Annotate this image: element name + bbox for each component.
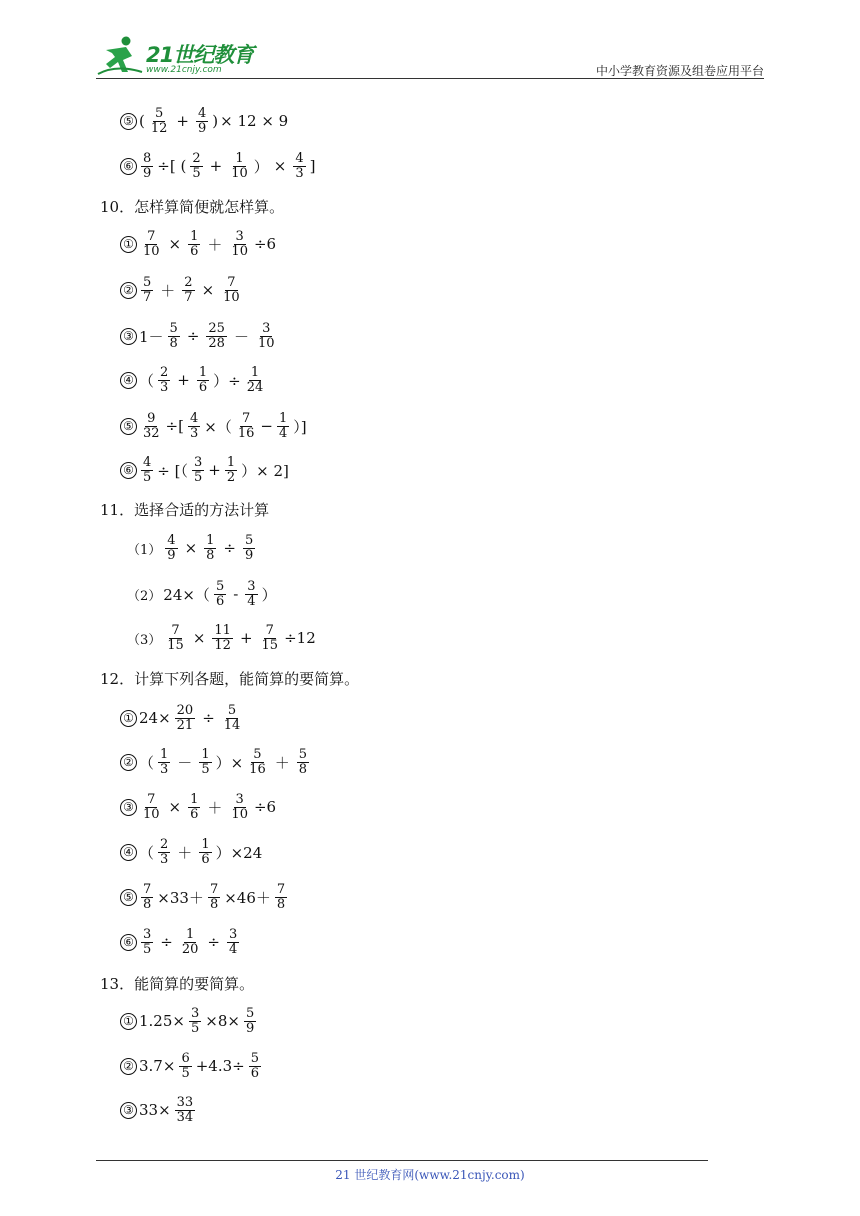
math-text: ）×24	[215, 843, 263, 862]
denominator: 3	[295, 165, 304, 181]
fraction	[243, 534, 255, 562]
numerator: 1	[250, 364, 260, 380]
math-text: ×	[168, 235, 182, 253]
numerator: 3	[262, 320, 271, 336]
math-text: ÷	[223, 539, 236, 557]
fraction	[236, 412, 257, 440]
math-text: 1.25×	[139, 1012, 185, 1030]
fraction	[204, 534, 216, 562]
math-text: ÷6	[253, 798, 277, 816]
numerator: 3	[190, 1005, 200, 1021]
math-text: (	[139, 112, 145, 130]
math-text: ×	[184, 539, 198, 557]
denominator: 21	[176, 717, 194, 733]
q10-item-2	[120, 270, 245, 310]
numerator: 7	[171, 622, 180, 638]
fraction	[189, 1007, 201, 1035]
q12-item-4	[120, 832, 263, 872]
math-text: ÷	[186, 327, 200, 345]
denominator: 15	[167, 637, 184, 653]
math-text: ＋	[207, 235, 223, 254]
denominator: 9	[245, 547, 254, 563]
denominator: 6	[201, 851, 210, 867]
numerator: 4	[197, 105, 207, 121]
fraction	[141, 883, 153, 911]
fraction	[208, 883, 220, 911]
math-text: ）×	[215, 753, 244, 772]
fraction	[277, 412, 289, 440]
math-text: 1－	[139, 327, 164, 346]
denominator: 16	[249, 761, 266, 777]
math-text: +	[177, 371, 190, 389]
numerator: 7	[147, 791, 156, 807]
fraction	[188, 230, 200, 258]
fraction	[141, 230, 162, 258]
logo-url: www.21cnjy.com	[146, 65, 222, 75]
fraction	[260, 624, 281, 652]
numerator: 1	[190, 228, 199, 244]
fraction	[214, 580, 226, 608]
denominator: 12	[214, 637, 231, 653]
fraction	[206, 322, 227, 350]
fraction	[275, 883, 287, 911]
math-text: ）÷	[213, 371, 241, 390]
math-text: ÷12	[284, 629, 316, 647]
fraction	[199, 748, 211, 776]
denominator: 3	[160, 379, 169, 395]
numerator: 8	[143, 150, 152, 166]
numerator: 7	[276, 881, 286, 897]
denominator: 6	[250, 1065, 259, 1081]
fraction	[229, 230, 250, 258]
denominator: 3	[160, 761, 169, 777]
fraction	[180, 928, 201, 956]
denominator: 10	[223, 289, 240, 305]
numerator: 1	[190, 791, 199, 807]
fraction	[196, 107, 208, 135]
denominator: 4	[278, 425, 288, 441]
math-text: +4.3÷	[195, 1057, 245, 1075]
q13-item-1	[120, 1001, 259, 1041]
q10-item-1	[120, 224, 277, 264]
denominator: 14	[223, 717, 241, 733]
denominator: 12	[150, 120, 168, 136]
math-text: ÷6	[253, 235, 277, 253]
denominator: 10	[143, 806, 160, 822]
math-text: 24×	[139, 709, 171, 727]
numerator: 1	[206, 532, 215, 548]
math-text: ×	[201, 281, 215, 299]
q11-title: 11．选择合适的方法计算	[100, 500, 270, 519]
denominator: 34	[176, 1109, 194, 1125]
fraction	[175, 1096, 196, 1124]
numerator: 5	[298, 746, 308, 762]
item-marker: ⑥	[120, 462, 137, 479]
math-text: （	[139, 753, 155, 772]
fraction	[245, 580, 257, 608]
math-text: ×8×	[205, 1012, 240, 1030]
fraction	[141, 456, 153, 484]
math-text: ×	[168, 798, 182, 816]
math-text: )	[212, 112, 219, 130]
math-text: （	[139, 371, 155, 390]
denominator: 6	[190, 806, 199, 822]
logo	[96, 34, 266, 78]
item-marker: ②	[120, 754, 137, 771]
q11-item-2	[126, 574, 278, 614]
numerator: 5	[245, 532, 254, 548]
item-marker: （1）	[127, 542, 162, 558]
fraction	[297, 748, 309, 776]
fraction	[256, 322, 277, 350]
logo-text: 21世纪教育	[146, 43, 254, 67]
denominator: 3	[160, 851, 169, 867]
math-text: +	[239, 629, 253, 647]
item-marker: ③	[120, 799, 137, 816]
math-text: －	[177, 753, 193, 772]
numerator: 2	[184, 274, 193, 290]
math-text: ）× 2]	[241, 461, 289, 480]
fraction	[199, 838, 211, 866]
math-text: ÷	[160, 933, 173, 951]
q10-item-4	[120, 360, 268, 400]
item-marker: ①	[120, 236, 137, 253]
denominator: 8	[276, 896, 286, 912]
fraction	[249, 1052, 261, 1080]
item-marker: ④	[120, 844, 137, 861]
item-marker: ⑤	[120, 113, 137, 130]
denominator: 15	[261, 637, 279, 653]
numerator: 4	[167, 532, 176, 548]
fraction	[293, 152, 305, 180]
fraction	[227, 928, 239, 956]
denominator: 32	[143, 425, 160, 441]
item-marker: ②	[120, 282, 137, 299]
q13-item-3	[120, 1090, 198, 1130]
denominator: 8	[298, 761, 308, 777]
numerator: 1	[201, 836, 210, 852]
fraction	[168, 322, 180, 350]
numerator: 2	[160, 364, 169, 380]
math-text: ＋	[177, 843, 193, 862]
q10-title: 10．怎样算简便就怎样算。	[100, 197, 285, 216]
denominator: 10	[231, 243, 248, 259]
fraction	[221, 276, 242, 304]
q10-item-3	[120, 316, 280, 356]
math-text: ×46＋	[224, 888, 271, 907]
math-text: ÷[ (	[157, 157, 187, 175]
math-text: +	[209, 157, 223, 175]
q12-item-5	[120, 877, 290, 917]
fraction	[190, 152, 202, 180]
denominator: 5	[193, 469, 203, 485]
item-marker: ⑤	[120, 418, 137, 435]
q13-title: 13．能简算的要简算。	[100, 974, 255, 993]
item-marker: ②	[120, 1058, 137, 1075]
fraction	[188, 793, 200, 821]
denominator: 4	[228, 941, 238, 957]
denominator: 6	[215, 593, 225, 609]
numerator: 2	[192, 150, 201, 166]
denominator: 8	[143, 896, 152, 912]
numerator: 3	[247, 578, 256, 594]
math-text: +	[176, 112, 189, 130]
math-text: ＋	[274, 753, 290, 772]
numerator: 5	[143, 274, 152, 290]
numerator: 1	[198, 364, 208, 380]
math-text: −	[260, 417, 273, 435]
denominator: 4	[247, 593, 256, 609]
numerator: 5	[253, 746, 262, 762]
numerator: 3	[228, 926, 238, 942]
numerator: 1	[278, 410, 288, 426]
numerator: 4	[143, 454, 152, 470]
denominator: 24	[246, 379, 264, 395]
footer-divider	[96, 1160, 708, 1161]
numerator: 5	[215, 578, 225, 594]
math-text: ＋	[160, 281, 176, 300]
q9-item-6	[120, 146, 316, 186]
fraction	[212, 624, 233, 652]
numerator: 7	[227, 274, 236, 290]
fraction	[158, 748, 170, 776]
math-text: ]	[309, 157, 316, 175]
numerator: 3	[193, 454, 203, 470]
math-text: （	[139, 843, 155, 862]
q10-item-5	[120, 406, 308, 446]
denominator: 6	[190, 243, 199, 259]
denominator: 9	[143, 165, 152, 181]
numerator: 1	[185, 926, 195, 942]
math-text: ）	[261, 585, 277, 604]
item-marker: ③	[120, 328, 137, 345]
math-text: 24×（	[163, 585, 210, 604]
platform-name: 中小学教育资源及组卷应用平台	[595, 64, 764, 78]
denominator: 5	[192, 165, 201, 181]
numerator: 7	[143, 881, 152, 897]
numerator: 7	[265, 622, 274, 638]
fraction	[165, 534, 177, 562]
fraction	[182, 276, 194, 304]
math-text: ×	[273, 157, 287, 175]
denominator: 5	[190, 1020, 200, 1036]
numerator: 1	[160, 746, 169, 762]
q10-item-6	[120, 450, 290, 490]
denominator: 10	[143, 243, 160, 259]
math-text: +	[208, 461, 221, 479]
numerator: 2	[160, 836, 169, 852]
item-marker: ①	[120, 1013, 137, 1030]
math-text: ×（	[204, 417, 232, 436]
denominator: 9	[197, 120, 207, 136]
numerator: 5	[245, 1005, 255, 1021]
denominator: 5	[201, 761, 210, 777]
denominator: 9	[245, 1020, 255, 1036]
numerator: 3	[235, 228, 244, 244]
math-text: －	[233, 327, 249, 346]
fraction	[197, 366, 209, 394]
math-text: -	[233, 585, 239, 603]
item-marker: （2）	[127, 588, 162, 604]
numerator: 6	[181, 1050, 190, 1066]
item-marker: （3）	[127, 632, 162, 648]
math-text: ÷ [（	[157, 461, 188, 480]
denominator: 5	[181, 1065, 190, 1081]
denominator: 8	[209, 896, 219, 912]
numerator: 1	[235, 150, 244, 166]
q12-item-6	[120, 922, 242, 962]
fraction	[175, 704, 196, 732]
denominator: 16	[237, 425, 255, 441]
denominator: 2	[226, 469, 236, 485]
math-text: ÷	[207, 933, 220, 951]
fraction	[158, 366, 170, 394]
numerator: 3	[235, 791, 244, 807]
numerator: 5	[169, 320, 178, 336]
fraction	[225, 456, 237, 484]
numerator: 3	[143, 926, 152, 942]
fraction	[244, 1007, 256, 1035]
fraction	[222, 704, 243, 732]
numerator: 25	[208, 320, 225, 336]
page-header	[96, 30, 764, 79]
denominator: 3	[189, 425, 199, 441]
math-text: ÷[	[165, 417, 184, 435]
denominator: 8	[206, 547, 215, 563]
q12-item-1	[120, 698, 245, 738]
math-text: ×	[192, 629, 206, 647]
fraction	[229, 793, 250, 821]
denominator: 8	[169, 335, 178, 351]
q12-item-3	[120, 787, 277, 827]
footer-text: 21 世纪教育网(www.21cnjy.com)	[335, 1168, 525, 1182]
numerator: 20	[176, 702, 194, 718]
math-text: ×33＋	[157, 888, 204, 907]
fraction	[165, 624, 186, 652]
denominator: 6	[198, 379, 208, 395]
math-text: ）	[253, 157, 269, 176]
numerator: 1	[201, 746, 210, 762]
numerator: 1	[226, 454, 236, 470]
denominator: 28	[208, 335, 225, 351]
denominator: 20	[181, 941, 199, 957]
denominator: 7	[143, 289, 152, 305]
fraction	[158, 838, 170, 866]
item-marker: ⑥	[120, 934, 137, 951]
denominator: 10	[231, 806, 248, 822]
fraction	[141, 793, 162, 821]
fraction	[179, 1052, 191, 1080]
math-text: 33×	[139, 1101, 171, 1119]
item-marker: ④	[120, 372, 137, 389]
fraction	[141, 276, 153, 304]
fraction	[229, 152, 250, 180]
math-text: × 12 × 9	[220, 112, 289, 130]
math-text: ）]	[293, 417, 307, 436]
q13-item-2	[120, 1046, 264, 1086]
numerator: 9	[147, 410, 156, 426]
numerator: 5	[250, 1050, 259, 1066]
numerator: 5	[227, 702, 237, 718]
runner-logo-icon	[96, 34, 144, 78]
item-marker: ⑥	[120, 158, 137, 175]
numerator: 7	[241, 410, 251, 426]
numerator: 7	[147, 228, 156, 244]
denominator: 5	[143, 469, 152, 485]
q12-title: 12．计算下列各题，能简算的要简算。	[100, 669, 360, 688]
math-text: ÷	[202, 709, 215, 727]
denominator: 9	[167, 547, 176, 563]
fraction	[188, 412, 200, 440]
fraction	[245, 366, 266, 394]
fraction	[141, 928, 153, 956]
numerator: 33	[176, 1094, 194, 1110]
numerator: 7	[209, 881, 219, 897]
q12-item-2	[120, 742, 312, 782]
denominator: 5	[143, 941, 152, 957]
fraction	[141, 152, 153, 180]
q11-item-3	[126, 618, 317, 658]
numerator: 4	[295, 150, 304, 166]
fraction	[192, 456, 204, 484]
numerator: 4	[189, 410, 199, 426]
numerator: 5	[154, 105, 164, 121]
fraction	[247, 748, 268, 776]
item-marker: ③	[120, 1102, 137, 1119]
math-text: 3.7×	[139, 1057, 176, 1075]
denominator: 10	[231, 165, 248, 181]
numerator: 11	[214, 622, 231, 638]
fraction	[141, 412, 162, 440]
denominator: 10	[257, 335, 275, 351]
q11-item-1	[126, 528, 258, 568]
item-marker: ⑤	[120, 889, 137, 906]
math-text: ＋	[207, 798, 223, 817]
q9-item-5	[120, 101, 289, 141]
denominator: 7	[184, 289, 193, 305]
item-marker: ①	[120, 710, 137, 727]
fraction	[149, 107, 170, 135]
